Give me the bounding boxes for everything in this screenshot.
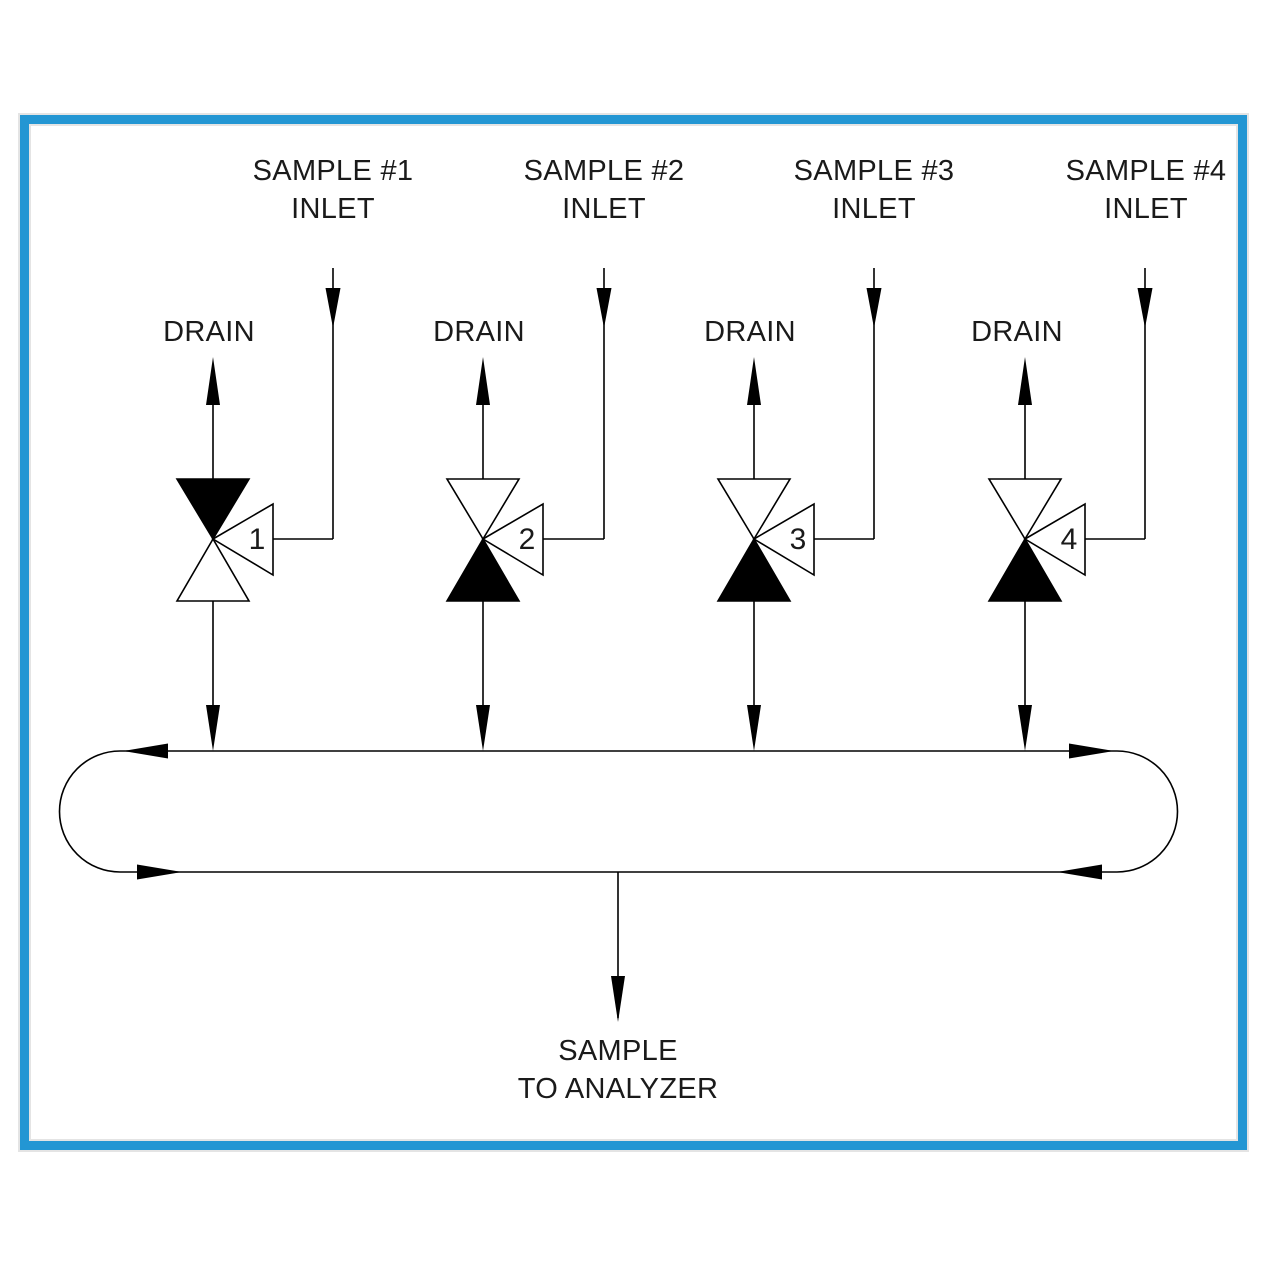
valve-3-inlet-label-line1: SAMPLE #3 [793, 155, 955, 187]
analyzer-outlet-flow-arrow-icon [611, 976, 625, 1022]
valve-1-drain-label: DRAIN [163, 316, 255, 348]
manifold-loop [59, 744, 1177, 880]
valve-1-assembly [163, 155, 413, 751]
valve-1-inlet-flow-arrow-icon [326, 288, 341, 328]
valve-1-inlet-label-line2: INLET [291, 193, 375, 225]
manifold-flow-arrow-top-left-icon [123, 744, 168, 759]
valve-3-inlet-label-line2: INLET [832, 193, 916, 225]
manifold-right-arc [1117, 751, 1177, 872]
valve-4-inlet-label-line2: INLET [1104, 193, 1188, 225]
valve-2-inlet-label-line2: INLET [562, 193, 646, 225]
valve-4-drain-label: DRAIN [971, 316, 1063, 348]
valve-1-outlet-flow-arrow-icon [206, 705, 220, 751]
valve-3-inlet-flow-arrow-icon [867, 288, 882, 328]
valve-4-outlet-flow-arrow-icon [1018, 705, 1032, 751]
valve-1-number: 1 [248, 523, 266, 556]
valve-4-number: 4 [1060, 523, 1078, 556]
diagram-border-shadow [25, 120, 1243, 1146]
valve-1-drain-flow-arrow-icon [206, 357, 220, 405]
manifold-flow-arrow-top-right-icon [1069, 744, 1114, 759]
valve-4-inlet-label-line1: SAMPLE #4 [1065, 155, 1227, 187]
valve-4-assembly [971, 155, 1226, 751]
valve-1-inlet-label-line1: SAMPLE #1 [252, 155, 414, 187]
valve-2-assembly [433, 155, 684, 751]
diagram-border [25, 120, 1243, 1146]
analyzer-outlet-label-line2: TO ANALYZER [517, 1073, 719, 1105]
manifold-flow-arrow-bottom-left-icon [137, 865, 182, 880]
valve-3-assembly [704, 155, 954, 751]
manifold-flow-arrow-bottom-right-icon [1057, 865, 1102, 880]
manifold-left-arc [59, 751, 120, 872]
valve-3-drain-flow-arrow-icon [747, 357, 761, 405]
valve-2-number: 2 [518, 523, 536, 556]
valve-3-drain-label: DRAIN [704, 316, 796, 348]
valve-2-inlet-flow-arrow-icon [597, 288, 612, 328]
valve-2-outlet-flow-arrow-icon [476, 705, 490, 751]
valve-4-inlet-flow-arrow-icon [1138, 288, 1153, 328]
valve-2-drain-label: DRAIN [433, 316, 525, 348]
valve-3-number: 3 [789, 523, 807, 556]
analyzer-outlet-label-line1: SAMPLE [558, 1035, 678, 1067]
analyzer-outlet [518, 872, 718, 1105]
valve-4-drain-flow-arrow-icon [1018, 357, 1032, 405]
valve-3-outlet-flow-arrow-icon [747, 705, 761, 751]
valve-2-inlet-label-line1: SAMPLE #2 [523, 155, 685, 187]
valve-2-drain-flow-arrow-icon [476, 357, 490, 405]
